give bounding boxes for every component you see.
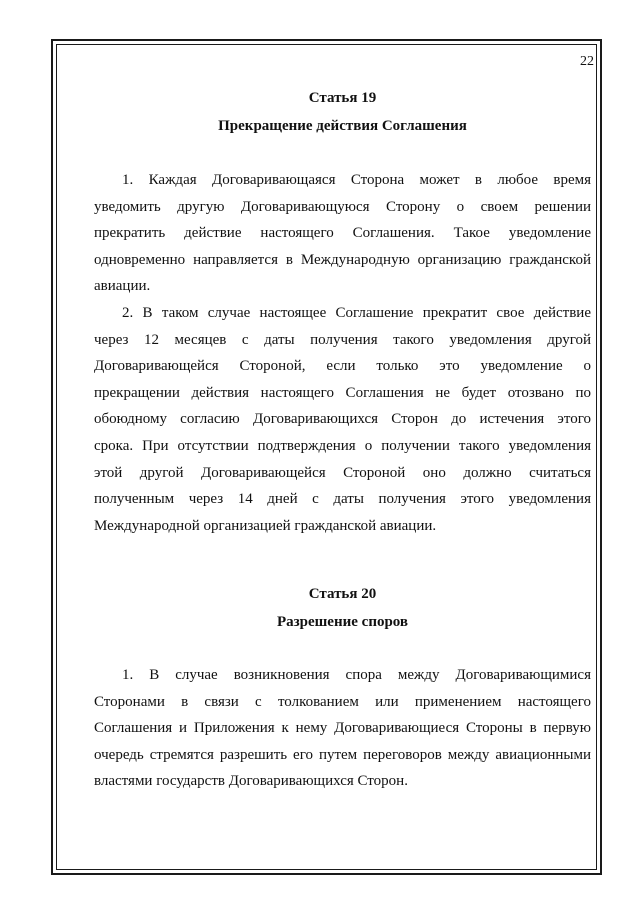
text-line: уведомить другую Договаривающуюся Сторону о своем решении xyxy=(94,198,591,215)
text-line: Международной организацией гражданской авиации. xyxy=(94,517,437,534)
text-line: срока. При отсутствии подтверждения о получении такого уведомления xyxy=(94,437,591,454)
paragraph-1 xyxy=(94,167,591,300)
text-line: через 12 месяцев с даты получения такого уведомления другой xyxy=(94,331,591,348)
text-line: обоюдному согласию Договаривающихся Сторон до истечения этого xyxy=(94,411,591,428)
text-line: 1. В случае возникновения спора между Договаривающимися xyxy=(122,667,591,683)
page-number: 22 xyxy=(580,54,594,69)
text-line: этой другой Договаривающейся Стороной оно должно считаться xyxy=(94,464,591,481)
article-20 xyxy=(94,584,591,795)
text-line: Соглашения и Приложения к нему Договаривающиеся Стороны в первую xyxy=(94,720,591,737)
article-title: Статья 20 xyxy=(308,586,377,602)
article-subtitle: Прекращение действия Соглашения xyxy=(218,118,467,134)
paragraph-2 xyxy=(94,300,591,539)
text-line: 1. Каждая Договаривающаяся Сторона может в любое время xyxy=(122,172,591,188)
article-body xyxy=(94,662,591,795)
paragraph-1 xyxy=(94,662,591,795)
article-body xyxy=(94,167,591,539)
text-line: очередь стремятся разрешить его путем переговоров между авиационными xyxy=(94,746,591,763)
text-line: прекращении действия настоящего Соглашения не будет отозвано по xyxy=(94,384,591,401)
text-line: Сторонами в связи с толкованием или применением настоящего xyxy=(94,693,591,710)
article-subtitle: Разрешение споров xyxy=(276,614,409,630)
article-title: Статья 19 xyxy=(308,90,377,106)
text-line: властями государств Договаривающихся Сторон. xyxy=(94,773,408,790)
text-line: полученным через 14 дней с даты получения этого уведомления xyxy=(94,491,591,508)
text-line: авиации. xyxy=(94,278,151,295)
text-line: Договаривающейся Стороной, если только это уведомление о xyxy=(94,358,591,375)
article-19 xyxy=(94,88,591,539)
text-line: одновременно направляется в Международную организацию гражданской xyxy=(94,251,591,268)
text-line: прекратить действие настоящего Соглашения. Такое уведомление xyxy=(94,225,591,242)
text-line: 2. В таком случае настоящее Соглашение прекратит свое действие xyxy=(122,304,591,321)
